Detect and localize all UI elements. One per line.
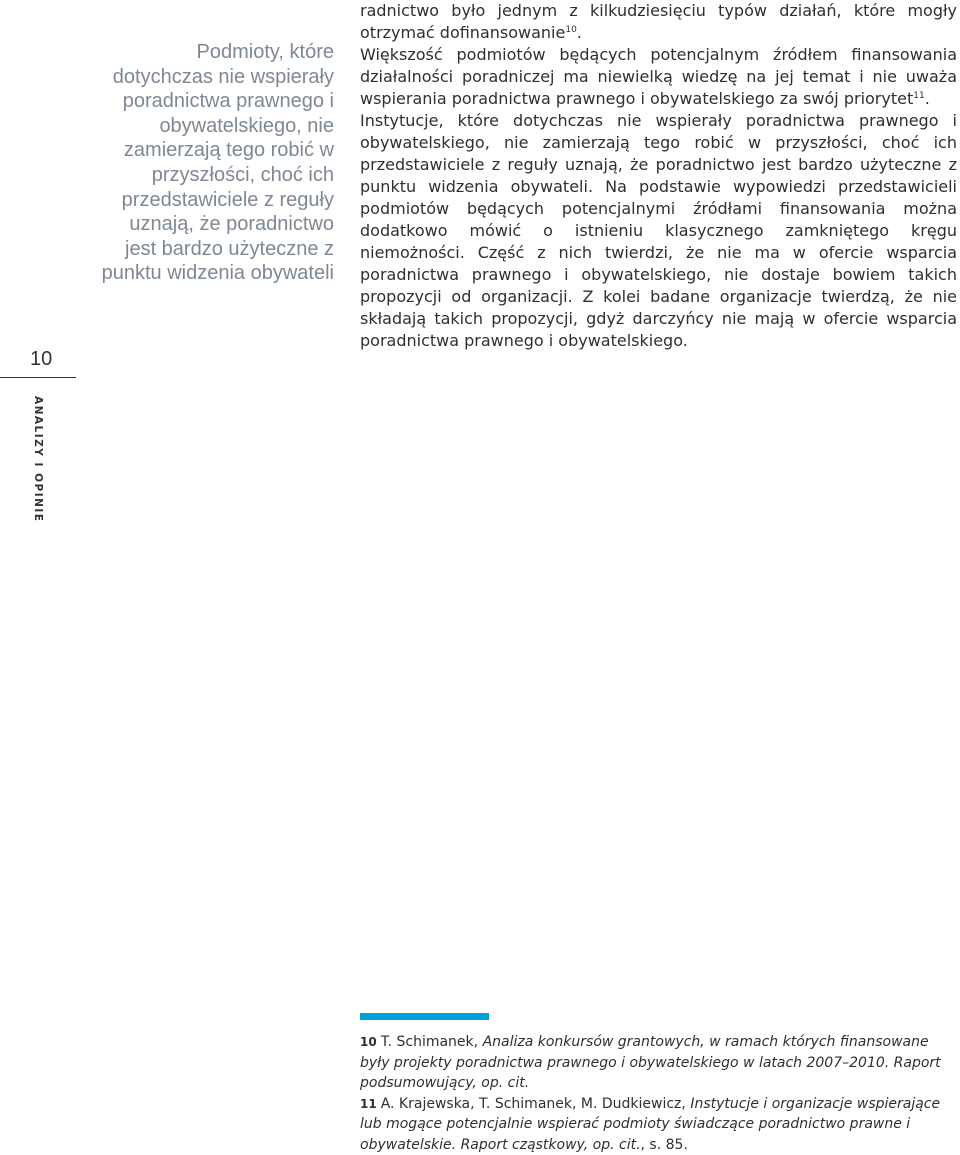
paragraph-2-end: .	[925, 89, 930, 108]
paragraph-3: Instytucje, które dotychczas nie wspierały poradnictwa prawnego i obywatelskiego, nie zamierzają tego robić w przyszłości, choć ich przedstawiciele z reguły uznają, że poradnictwo jest bardzo użyteczne z punktu widzenia obywateli. Na podstawie wypowiedzi przedstawicieli podmiotów będących potencjalnymi źródłami finansowania można dodatkowo mówić o istnieniu klasycznego zamkniętego kręgu niemożności. Część z nich twierdzi, że nie ma w ofercie wsparcia poradnictwa prawnego i obywatelskiego, nie dostaje bowiem takich propozycji od organizacji. Z kolei badane organizacje twierdzą, że nie składają takich propozycji, gdyż darczyńcy nie mają w ofercie wsparcia poradnictwa prawnego i obywatelskiego.	[360, 110, 957, 352]
paragraph-1-text: radnictwo było jednym z kilkudziesięciu typów działań, które mogły otrzymać dofinansowanie	[360, 1, 957, 42]
footnote-10	[360, 1032, 957, 1094]
main-body	[360, 0, 957, 352]
footnote-author: A. Krajewska, T. Schimanek, M. Dudkiewicz,	[381, 1096, 691, 1112]
footnote-source: Instytucje i organizacje wspierające lub mogące potencjalnie wspierać podmioty świadczące poradnictwo prawne i obywatelskie. Raport cząstkowy, op. cit.	[360, 1096, 940, 1153]
paragraph-2-text: Większość podmiotów będących potencjalnym źródłem finansowania działalności poradniczej ma niewielką wiedzę na jej temat i nie uważa wspierania poradnictwa prawnego i obywatelskiego za swój priorytet	[360, 45, 957, 108]
footnotes	[360, 1032, 957, 1155]
paragraph-1	[360, 0, 957, 44]
footnote-ref-10[interactable]: 10	[565, 25, 576, 35]
footnote-source: Analiza konkursów grantowych, w ramach których finansowane były projekty poradnictwa prawnego i obywatelskiego w latach 2007–2010. Raport podsumowujący, op. cit.	[360, 1034, 941, 1091]
page-number-rule	[0, 377, 76, 378]
footnote-ref-11[interactable]: 11	[913, 91, 924, 101]
footnote-11	[360, 1094, 957, 1155]
paragraph-1-end: .	[577, 23, 582, 42]
footnote-number: 11	[360, 1097, 377, 1111]
pull-quote: Podmioty, które dotychczas nie wspierały poradnictwa prawnego i obywatelskiego, nie zamierzają tego robić w przyszłości, choć ich przedstawiciele z reguły uznają, że poradnictwo jest bardzo użyteczne z punktu widzenia obywateli	[100, 40, 334, 286]
footnote-accent-bar	[360, 1013, 489, 1020]
footnote-tail: , s. 85.	[641, 1137, 688, 1153]
section-label: ANALIZY I OPINIE	[32, 396, 44, 522]
footnote-author: T. Schimanek,	[381, 1034, 483, 1050]
footnote-number: 10	[360, 1035, 377, 1049]
page-number: 10	[30, 348, 76, 371]
paragraph-2	[360, 44, 957, 110]
